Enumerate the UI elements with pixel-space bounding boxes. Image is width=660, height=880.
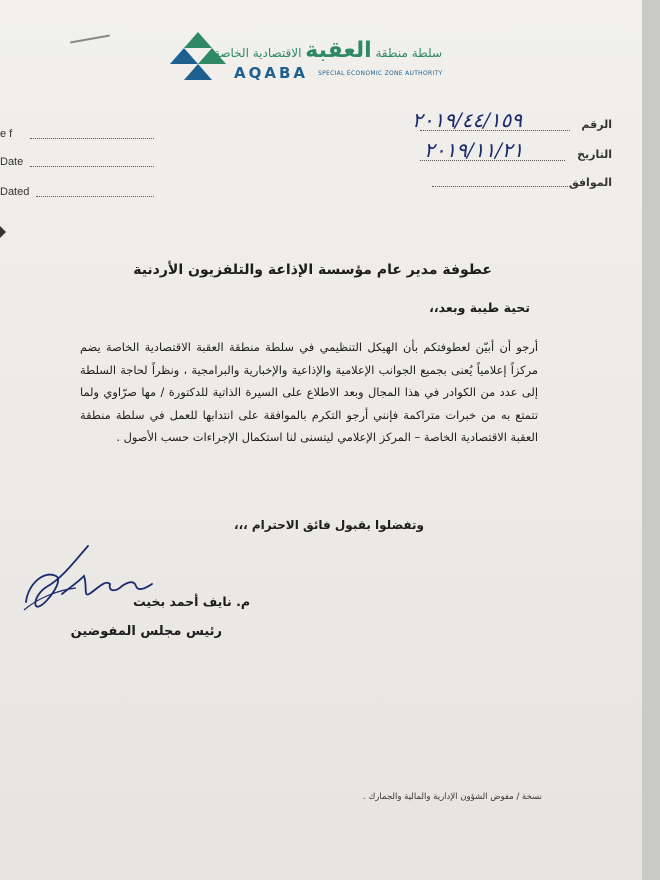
brand-arabic-large: العقبة [305,38,372,63]
dated-line-en [36,196,154,197]
page-edge [642,0,660,880]
corresponding-label: الموافق [568,176,612,189]
copy-to: نسخة / مفوض الشؤون الإدارية والمالية والجمارك . [362,792,542,802]
dated-label-en: Dated [0,186,30,198]
brand-english: AQABA [234,64,309,82]
brand-arabic-small: سلطة منطقة [375,46,442,60]
brand-arabic-tail: الاقتصادية الخاصة [213,46,302,60]
corresponding-line [432,186,570,187]
signatory-title: رئيس مجلس المفوضين [70,624,222,639]
number-label: الرقم [581,118,612,131]
date-line-en [30,166,154,167]
brand-english-sub: SPECIAL ECONOMIC ZONE AUTHORITY [318,70,443,77]
addressee: عطوفة مدير عام مؤسسة الإذاعة والتلفزيون الأردنية [133,262,492,278]
brand-arabic [213,38,442,63]
closing: وتفضلوا بقبول فائق الاحترام ،،، [234,518,424,532]
date-label-en: Date [0,156,24,168]
date-value: ٢٠١٩/١١/٢١ [424,138,524,162]
letter-body: أرجو أن أبيّن لعطوفتكم بأن الهيكل التنظيمي في سلطة منطقة العقبة الاقتصادية الخاصة يضم مركزاً إعلامياً يُعنى بجميع الجوانب الإعلامية والإذاعية والإخبارية والبرامجية ، ونظراً لحاجة السلطة إلى عدد من الكوادر في هذا المجال وبعد الاطلاع على السيرة الذاتية للدكتورة / مها صرّاوي ولما تتمتع به من خبرات متراكمة فإنني أرجو التكرم بالموافقة على انتدابها للعمل في سلطة منطقة العقبة الاقتصادية الخاصة – المركز الإعلامي ليتسنى لنا استكمال الإجراءات حسب الأصول . [80,340,538,444]
number-value: ٢٠١٩/٤٤/١٥٩ [412,108,523,132]
signatory-name: م. نايف أحمد بخيت [133,594,250,609]
ref-label: e f [0,128,13,140]
pen-mark [70,35,110,44]
date-label: التاريخ [577,148,612,161]
ref-line [30,138,154,139]
greeting: تحية طيبة وبعد،، [429,300,530,315]
fold-mark [0,226,6,238]
